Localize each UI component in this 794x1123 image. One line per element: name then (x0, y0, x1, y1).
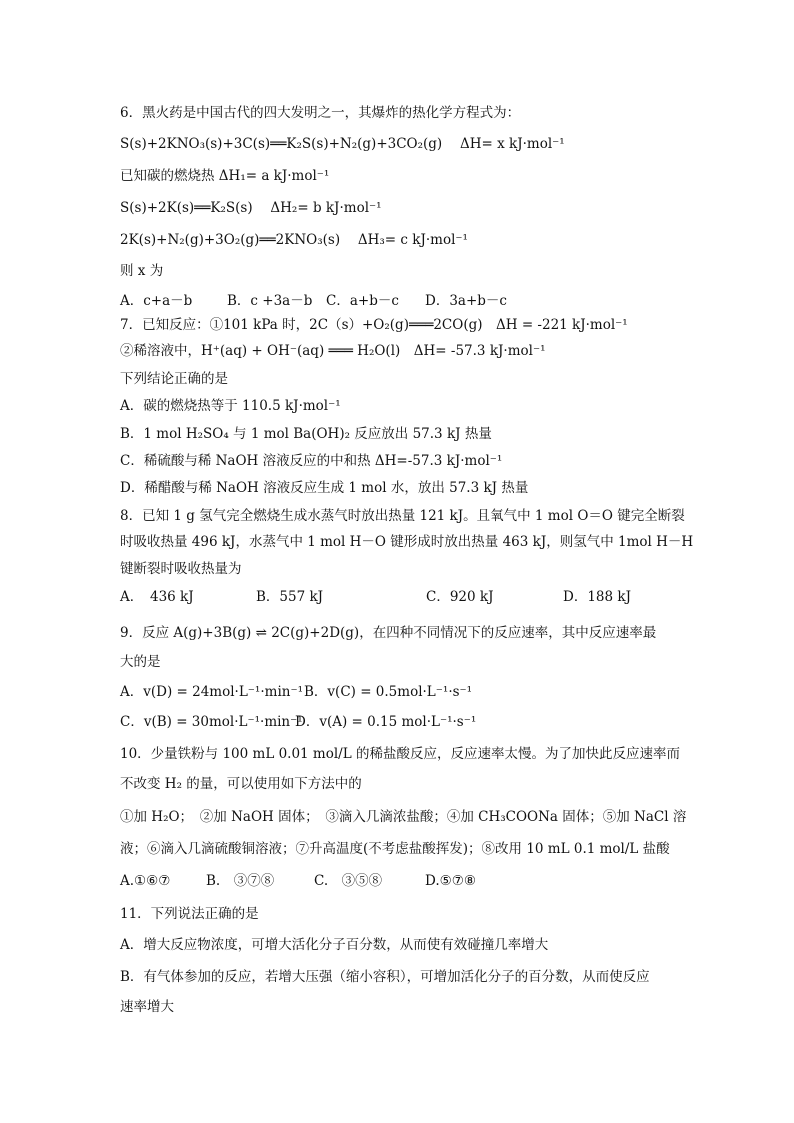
q8-line-1: 8．已知 1 g 氢气完全燃烧生成水蒸气时放出热量 121 kJ。且氧气中 1 mol O＝O 键完全断裂 (120, 508, 685, 524)
q7-condition-2: ②稀溶液中，H⁺(aq) + OH⁻(aq) ═══ H₂O(l) ΔH= -57.3 kJ·mol⁻¹ (120, 343, 546, 359)
q9-option-b: B．v(C) = 0.5mol·L⁻¹·s⁻¹ (304, 684, 473, 700)
q9-line-2: 大的是 (120, 654, 161, 670)
q8-line-3: 键断裂时吸收热量为 (120, 561, 242, 577)
q8-line-2: 时吸收热量 496 kJ，水蒸气中 1 mol H－O 键形成时放出热量 463 kJ，则氢气中 1mol H－H (120, 534, 694, 550)
q11-option-b-line-2: 速率增大 (120, 999, 174, 1015)
q8-option-c: C．920 kJ (426, 589, 494, 605)
q6-known: 已知碳的燃烧热 ΔH₁= a kJ·mol⁻¹ (120, 168, 330, 184)
q10-line-2: 不改变 H₂ 的量，可以使用如下方法中的 (120, 776, 362, 792)
q6-option-c: C．a+b－c (326, 293, 399, 309)
q7-ask: 下列结论正确的是 (120, 371, 228, 387)
q7-option-a: A．碳的燃烧热等于 110.5 kJ·mol⁻¹ (120, 398, 341, 414)
q10-option-a: A.①⑥⑦ (120, 873, 171, 889)
q10-option-d: D.⑤⑦⑧ (425, 873, 476, 889)
q7-stem: 7．已知反应：①101 kPa 时，2C（s）+O₂(g)═══2CO(g) ΔH = -221 kJ·mol⁻¹ (120, 317, 628, 333)
q11-option-a: A．增大反应物浓度，可增大活化分子百分数，从而使有效碰撞几率增大 (120, 937, 549, 953)
q7-option-c: C．稀硫酸与稀 NaOH 溶液反应的中和热 ΔH=-57.3 kJ·mol⁻¹ (120, 453, 503, 469)
q8-option-d: D．188 kJ (563, 589, 631, 605)
q10-option-b: B. ③⑦⑧ (206, 873, 275, 889)
q10-line-1: 10．少量铁粉与 100 mL 0.01 mol/L 的稀盐酸反应，反应速率太慢。为了加快此反应速率而 (120, 746, 680, 762)
q6-stem: 6．黑火药是中国古代的四大发明之一，其爆炸的热化学方程式为： (120, 105, 521, 121)
q8-option-b: B．557 kJ (256, 589, 324, 605)
q6-equation-2: S(s)+2K(s)══K₂S(s) ΔH₂= b kJ·mol⁻¹ (120, 200, 382, 216)
q7-option-d: D．稀醋酸与稀 NaOH 溶液反应生成 1 mol 水，放出 57.3 kJ 热量 (120, 480, 529, 496)
q11-stem: 11．下列说法正确的是 (120, 906, 259, 922)
q6-main-equation: S(s)+2KNO₃(s)+3C(s)══K₂S(s)+N₂(g)+3CO₂(g) ΔH= x kJ·mol⁻¹ (120, 136, 565, 152)
q7-option-b: B．1 mol H₂SO₄ 与 1 mol Ba(OH)₂ 反应放出 57.3 kJ 热量 (120, 426, 492, 442)
q6-option-d: D．3a+b－c (425, 293, 507, 309)
q6-option-b: B．c +3a－b (227, 293, 313, 309)
q9-option-a: A．v(D) = 24mol·L⁻¹·min⁻¹ (120, 684, 303, 700)
q11-option-b-line-1: B．有气体参加的反应，若增大压强（缩小容积），可增加活化分子的百分数，从而使反应 (120, 969, 650, 985)
q9-line-1: 9．反应 A(g)+3B(g) ⇌ 2C(g)+2D(g)，在四种不同情况下的反应速率，其中反应速率最 (120, 625, 657, 641)
q6-option-a: A．c+a－b (120, 293, 193, 309)
q10-line-3: ①加 H₂O； ②加 NaOH 固体； ③滴入几滴浓盐酸；④加 CH₃COONa 固体；⑤加 NaCl 溶 (120, 809, 687, 825)
q10-line-4: 液；⑥滴入几滴硫酸铜溶液；⑦升高温度(不考虑盐酸挥发)；⑧改用 10 mL 0.1 mol/L 盐酸 (120, 841, 670, 857)
q6-equation-3: 2K(s)+N₂(g)+3O₂(g)══2KNO₃(s) ΔH₃= c kJ·mol⁻¹ (120, 232, 468, 248)
q8-option-a: A． 436 kJ (120, 589, 194, 605)
q10-option-c: C. ③⑤⑧ (314, 873, 383, 889)
q9-option-d: D．v(A) = 0.15 mol·L⁻¹·s⁻¹ (295, 714, 477, 730)
q9-option-c: C．v(B) = 30mol·L⁻¹·min⁻¹ (120, 714, 303, 730)
q6-ask: 则 x 为 (120, 263, 164, 279)
